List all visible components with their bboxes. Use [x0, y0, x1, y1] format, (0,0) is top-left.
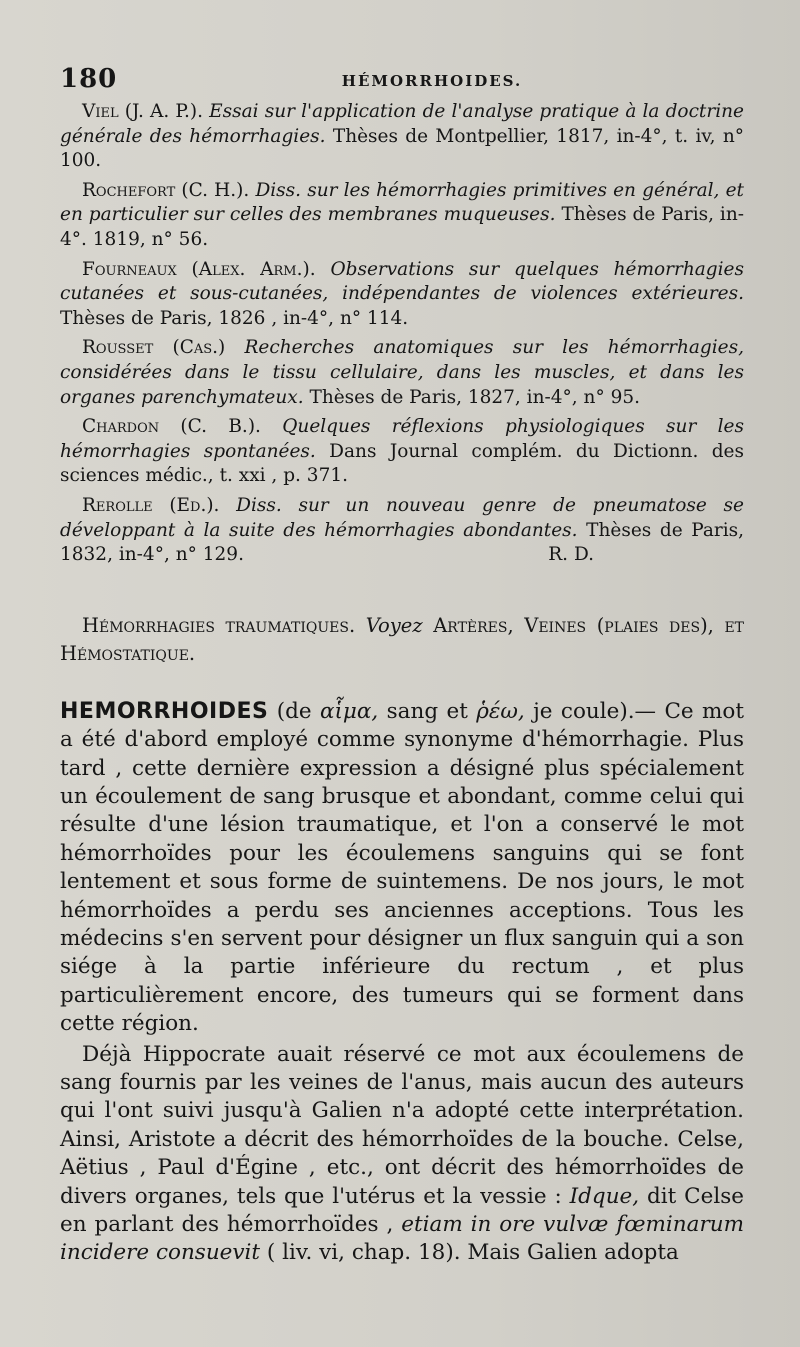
entry-details: Thèses de Paris, in-4°. 1819, n° 56.	[60, 204, 744, 250]
entry-title: Quelques réflexions physiologiques sur les hémorrhagies spontanées.	[60, 416, 744, 462]
entry-details: Thèses de Paris, 1832, in-4°, n° 129.	[60, 519, 744, 566]
cross-reference-voyez: Voyez	[365, 613, 423, 637]
entry-author: Fourneaux (Alex. Arm.).	[82, 258, 316, 280]
bibliography-entry	[60, 415, 744, 489]
entry-author: Rousset (Cas.)	[82, 337, 226, 359]
article-paragraph	[60, 1041, 744, 1268]
cross-reference-targets: Artères, Veines (plaies des), et Hémostatique.	[60, 613, 744, 665]
entry-title: Diss. sur un nouveau genre de pneumatose se développant à la suite des hémorrhagies abondantes.	[60, 494, 744, 541]
etymology-mid: sang et	[386, 698, 468, 724]
greek-word: ῥέω,	[476, 698, 525, 724]
running-title: HÉMORRHOIDES.	[341, 72, 523, 90]
entry-author: Viel (J. A. P.).	[82, 101, 204, 122]
running-head	[60, 64, 744, 100]
article	[60, 698, 744, 1268]
latin-quote: etiam in ore vulvæ fœminarum incidere consuevit	[60, 1212, 744, 1266]
bibliography-list	[60, 100, 744, 568]
paragraph-text: Déjà Hippocrate auait réservé ce mot aux écoulemens de sang fournis par les veines de l'anus, mais aucun des auteurs qui l'ont suivi jusqu'à Galien n'a adopté cette interprétation. Ainsi, Aristote a décrit des hémorrhoïdes de la bouche. Celse, Aëtius , Paul d'Égine , etc., ont décrit des hémorrhoïdes de divers organes, tels que l'utérus et la vessie :	[60, 1041, 744, 1209]
entry-details: Thèses de Paris, 1827, in-4°, n° 95.	[309, 386, 641, 408]
paragraph-text: ( liv. vi, chap. 18). Mais Galien adopta	[266, 1240, 679, 1266]
article-headword: HEMORRHOIDES	[60, 698, 269, 724]
etymology-open: (de	[276, 698, 312, 724]
page-number: 180	[60, 64, 118, 94]
entry-details: Thèses de Paris, 1826 , in-4°, n° 114.	[60, 307, 409, 329]
entry-author: Rerolle (Ed.).	[82, 494, 220, 516]
cross-reference-term: Hémorrhagies traumatiques.	[82, 613, 356, 637]
latin-quote: Idque,	[569, 1183, 640, 1209]
bibliography-entry	[60, 258, 744, 332]
entry-title: Observations sur quelques hémorrhagies cutanées et sous-cutanées, indépendantes de violences extérieures.	[60, 258, 745, 305]
paragraph-text: dit Celse en parlant des hémorrhoïdes ,	[60, 1183, 744, 1237]
paragraph-text: Ce mot a été d'abord employé comme synonyme d'hémorrhagie. Plus tard , cette dernière expression a désigné plus spécialement un écoulement de sang brusque et abondant, comme celui qui résulte d'une lésion traumatique, et l'on a conservé le mot hémorrhoïdes pour les écoulemens sanguins qui se font lentement et sous forme de suintemens. De nos jours, le mot hémorrhoïdes a perdu ses anciennes acceptions. Tous les médecins s'en servent pour désigner un flux sanguin qui a son siége à la partie inférieure du rectum , et plus particulièrement encore, des tumeurs qui se forment dans cette région.	[60, 698, 744, 1037]
cross-reference	[60, 612, 744, 668]
bibliography-entry	[60, 179, 744, 253]
bibliography-entry	[60, 336, 744, 410]
greek-word: αἷμα,	[319, 698, 379, 724]
article-paragraph	[60, 698, 744, 1039]
entry-details: Dans Journal complém. du Dictionn. des sciences médic., t. xxi , p. 371.	[60, 440, 744, 487]
entry-details: Thèses de Montpellier, 1817, in-4°, t. iv, n° 100.	[60, 125, 744, 172]
entry-author: Chardon (C. B.).	[82, 416, 261, 438]
entry-author: Rochefort (C. H.).	[82, 179, 250, 201]
entry-title: Recherches anatomiques sur les hémorrhagies, considérées dans le tissu cellulaire, dans les muscles, et dans les organes parenchymateux.	[60, 337, 744, 408]
bibliography-entry	[60, 494, 744, 568]
author-signature: R. D.	[548, 544, 594, 566]
etymology-close: je coule).—	[533, 698, 657, 724]
bibliography-entry	[60, 100, 744, 174]
entry-title: Diss. sur les hémorrhagies primitives en général, et en particulier sur celles des membranes muqueuses.	[60, 179, 744, 226]
entry-title: Essai sur l'application de l'analyse pratique à la doctrine générale des hémorrhagies.	[60, 101, 744, 147]
